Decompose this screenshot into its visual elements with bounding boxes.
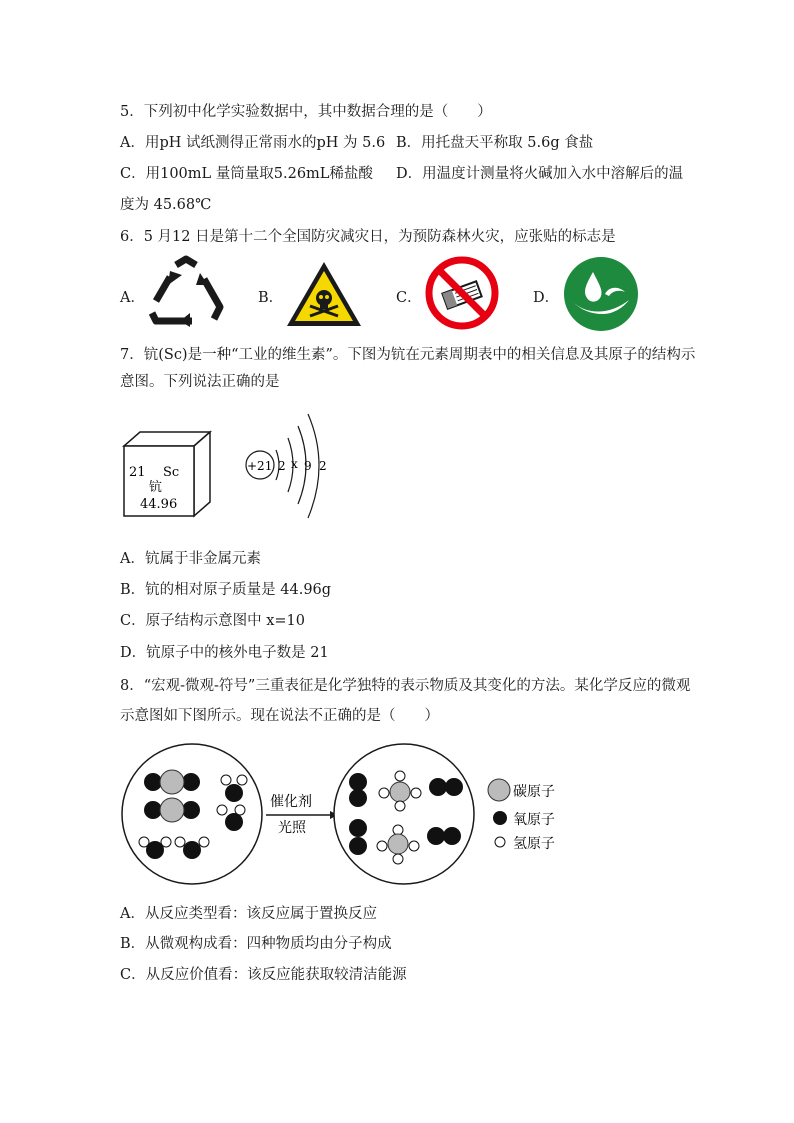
q7-option-c: C．原子结构示意图中 x=10 (120, 613, 305, 629)
condition-light: 光照 (278, 820, 306, 836)
element-symbol: Sc (163, 465, 180, 480)
legend-oxygen: 氧原子 (513, 812, 555, 828)
legend-hydrogen: 氢原子 (513, 836, 555, 852)
q5-option-d: D．用温度计测量将火碱加入水中溶解后的温 (396, 166, 684, 182)
q6-option-c-label: C． (396, 290, 422, 306)
q5-option-b: B．用托盘天平称取 5.6g 食盐 (396, 135, 594, 151)
element-number: 21 (129, 465, 146, 480)
atom-structure-diagram (242, 410, 334, 526)
water-saving-sign-icon (563, 256, 639, 332)
q8-stem-line1: 8．“宏观-微观-符号”三重表征是化学独特的表示物质及其变化的方法。某化学反应的微观 (120, 678, 691, 694)
q7-stem-line1: 7．钪(Sc)是一种“工业的维生素”。下图为钪在元素周期表中的相关信息及其原子的结构示 (120, 347, 696, 363)
element-cell-diagram (120, 428, 216, 520)
methane-molecule (144, 770, 200, 794)
element-name: 钪 (149, 480, 163, 495)
shell-2-electrons: x (291, 457, 298, 471)
shell-1-electrons: 2 (278, 459, 286, 473)
shell-4-electrons: 2 (319, 459, 327, 473)
nucleus-charge: +21 (247, 459, 273, 473)
carbon-legend-icon (488, 779, 510, 801)
legend-carbon: 碳原子 (513, 784, 555, 800)
q7-option-a: A．钪属于非金属元素 (120, 551, 261, 567)
q7-stem-line2: 意图。下列说法正确的是 (120, 374, 280, 390)
recycle-symbol-icon (146, 255, 228, 329)
q5-option-d-continued: 度为 45.68℃ (120, 197, 212, 213)
condition-catalyst: 催化剂 (270, 794, 312, 810)
no-matches-prohibition-icon (424, 255, 500, 331)
q8-stem-line2: 示意图如下图所示。现在说法不正确的是（ ） (120, 708, 439, 724)
q5-option-a: A．用pH 试纸测得正常雨水的pH 为 5.6 (120, 135, 386, 151)
q8-option-a: A．从反应类型看：该反应属于置换反应 (120, 906, 377, 922)
q5-option-c: C．用100mL 量筒量取5.26mL稀盐酸 (120, 166, 373, 182)
element-mass: 44.96 (140, 497, 178, 512)
products-circle (334, 744, 474, 884)
q7-option-d: D．钪原子中的核外电子数是 21 (120, 645, 329, 661)
shell-3-electrons: 9 (304, 459, 312, 473)
q8-option-c: C．从反应价值看：该反应能获取较清洁能源 (120, 967, 407, 983)
q6-option-b-label: B． (258, 290, 284, 306)
q6-option-d-label: D． (533, 290, 560, 306)
q7-option-b: B．钪的相对原子质量是 44.96g (120, 582, 332, 598)
hydrogen-legend-icon (495, 837, 505, 847)
q6-option-a-label: A． (120, 290, 145, 306)
q5-stem: 5．下列初中化学实验数据中，其中数据合理的是（ ） (120, 104, 492, 120)
reaction-micro-diagram (118, 738, 568, 886)
oxygen-legend-icon (493, 811, 507, 825)
q8-option-b: B．从微观构成看：四种物质均由分子构成 (120, 936, 392, 952)
toxic-warning-sign-icon (285, 260, 363, 328)
q6-stem: 6．5 月12 日是第十二个全国防灾减灾日，为预防森林火灾，应张贴的标志是 (120, 229, 616, 245)
methane-molecule (144, 798, 200, 822)
